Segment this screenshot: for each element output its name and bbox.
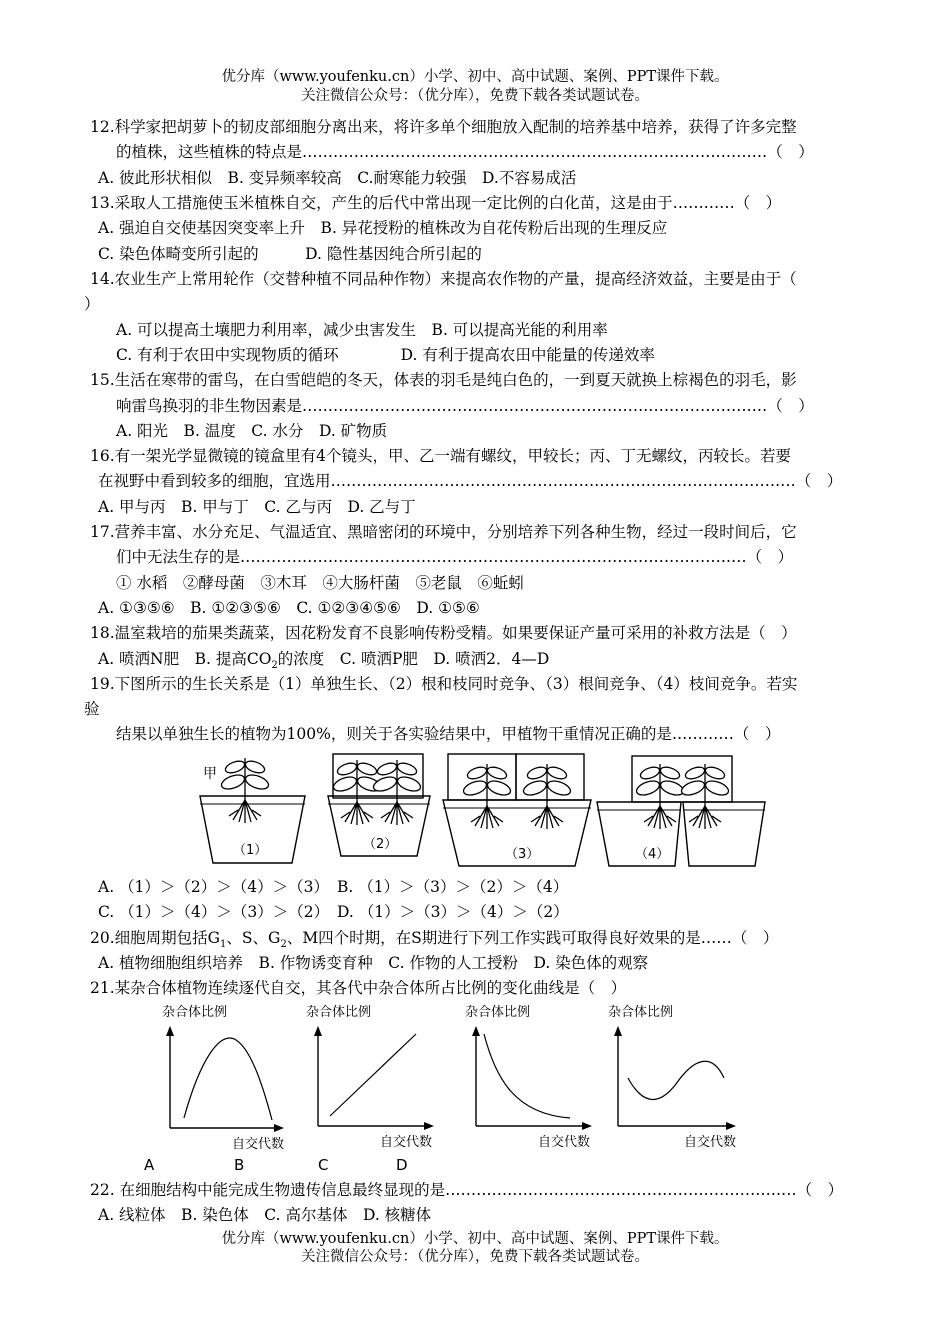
q22-options: A. 线粒体 B. 染色体 C. 高尔基体 D. 核糖体: [98, 1206, 432, 1224]
q14-options-cd: C. 有利于农田中实现物质的循环 D. 有利于提高农田中能量的传递效率: [116, 346, 655, 364]
graph-a-ylabel: 杂合体比例: [162, 1005, 228, 1020]
graph-c-xlabel: 自交代数: [538, 1135, 591, 1150]
q18-stem: 18.温室栽培的茄果类蔬菜，因花粉发育不良影响传粉受精。如果要保证产量可采用的补救方法是（ ）: [90, 624, 797, 642]
q17-stem: 17.营养丰富、水分充足、气温适宜、黑暗密闭的环境中，分别培养下列各种生物，经过一段时间后，它: [90, 523, 797, 541]
pot-label-4: （4）: [635, 847, 670, 862]
pot-label-3: （3）: [505, 847, 540, 862]
pot-2: [328, 754, 430, 856]
q17-stem-cont: 们中无法生存的是‥‥‥‥‥‥‥‥‥‥‥‥‥‥‥‥‥‥‥‥‥‥‥‥‥‥‥‥‥‥‥‥‥‥‥‥‥‥‥‥‥‥‥‥‥‥‥‥‥（ ）: [116, 548, 794, 566]
q19-stem: 19.下图所示的生长关系是（1）单独生长、（2）根和枝同时竞争、（3）根间竞争、（4）枝间竞争。若实: [90, 675, 798, 693]
pot-4: [597, 756, 765, 866]
graph-b-letter: B: [234, 1156, 245, 1174]
q15-stem: 15.生活在寒带的雷鸟，在白雪皑皑的冬天，体表的羽毛是纯白色的，一到夏天就换上棕褐色的羽毛，影: [90, 371, 797, 389]
graph-b-xlabel: 自交代数: [380, 1135, 433, 1150]
q19-figure: [195, 748, 775, 872]
page-header-line1: 优分库（www.youfenku.cn）小学、初中、高中试题、案例、PPT课件下载。: [221, 69, 729, 85]
q15-stem-cont: 响雷鸟换羽的非生物因素是‥‥‥‥‥‥‥‥‥‥‥‥‥‥‥‥‥‥‥‥‥‥‥‥‥‥‥‥‥‥‥‥‥‥‥‥‥‥‥‥‥‥‥‥‥（ ）: [116, 397, 814, 415]
q14-stem-cont: ）: [84, 295, 100, 313]
q19-option-a: A. （1）＞（2）＞（4）＞（3）: [98, 878, 329, 896]
page-footer-line2: 关注微信公众号：（优分库），免费下载各类试题试卷。: [301, 1249, 649, 1265]
q19-option-c: C. （1）＞（4）＞（3）＞（2）: [98, 903, 330, 921]
q20-options: A. 植物细胞组织培养 B. 作物诱变育种 C. 作物的人工授粉 D. 染色体的观察: [98, 954, 649, 972]
graph-a: [144, 1004, 284, 1174]
q21-stem: 21.某杂合体植物连续逐代自交，其各代中杂合体所占比例的变化曲线是（ ）: [90, 979, 627, 997]
q21-graphs: [140, 1000, 760, 1178]
q22-stem: 22. 在细胞结构中能完成生物遗传信息最终显现的是‥‥‥‥‥‥‥‥‥‥‥‥‥‥‥‥‥‥‥‥‥‥‥‥‥‥‥‥‥‥‥‥‥‥（ ）: [90, 1181, 844, 1199]
q19-option-b: B. （1）＞（3）＞（2）＞（4）: [337, 878, 569, 896]
q19-stem-cont: 验: [84, 700, 100, 718]
q16-stem: 16.有一架光学显微镜的镜盒里有4个镜头，甲、乙一端有螺纹，甲较长；丙、丁无螺纹，丙较长。若要: [90, 447, 792, 465]
plant-label-jia: 甲: [203, 766, 217, 782]
q14-stem: 14.农业生产上常用轮作（交替种植不同品种作物）来提高农作物的产量，提高经济效益，主要是由于（: [90, 270, 797, 288]
q17-items: ① 水稻 ②酵母菌 ③木耳 ④大肠杆菌 ⑤老鼠 ⑥蚯蚓: [116, 574, 524, 592]
q13-stem: 13.采取人工措施使玉米植株自交，产生的后代中常出现一定比例的白化苗，这是由于‥‥‥‥‥‥（ ）: [90, 194, 782, 212]
q12-stem-cont: 的植株，这些植株的特点是‥‥‥‥‥‥‥‥‥‥‥‥‥‥‥‥‥‥‥‥‥‥‥‥‥‥‥‥‥‥‥‥‥‥‥‥‥‥‥‥‥‥‥‥‥（ ）: [116, 143, 814, 161]
page-footer-line1: 优分库（www.youfenku.cn）小学、初中、高中试题、案例、PPT课件下载。: [221, 1231, 729, 1247]
q17-options: A. ①③⑤⑥ B. ①②③⑤⑥ C. ①②③④⑤⑥ D. ①⑤⑥: [98, 599, 480, 617]
q14-options-ab: A. 可以提高土壤肥力利用率，减少虫害发生 B. 可以提高光能的利用率: [116, 321, 608, 339]
graph-a-letter: A: [144, 1156, 155, 1174]
graph-c-letter: C: [318, 1156, 329, 1174]
q18-options: A. 喷洒N肥 B. 提高$CO_2$的浓度 C. 喷洒P肥 D. 喷洒2．4—D: [98, 650, 550, 672]
q19-stem-cont2: 结果以单独生长的植物为100%，则关于各实验结果中，甲植物干重情况正确的是‥‥‥‥‥‥（ ）: [116, 725, 781, 743]
graph-b-ylabel: 杂合体比例: [306, 1005, 372, 1020]
q19-option-d: D. （1）＞（3）＞（4）＞（2）: [337, 903, 569, 921]
graph-c-ylabel: 杂合体比例: [465, 1005, 531, 1020]
pot-1: [200, 758, 305, 863]
pot-label-1: （1）: [233, 843, 268, 858]
q16-options: A. 甲与丙 B. 甲与丁 C. 乙与丙 D. 乙与丁: [98, 498, 416, 516]
graph-d-xlabel: 自交代数: [684, 1135, 737, 1150]
q12-options: A. 彼此形状相似 B. 变异频率较高 C.耐寒能力较强 D.不容易成活: [98, 169, 577, 187]
page-header-line2: 关注微信公众号：（优分库），免费下载各类试题试卷。: [301, 88, 649, 104]
q20-stem: 20.细胞周期包括$G_1$、S、$G_2$、M四个时期，在S期进行下列工作实践可取得良好效果的是‥‥‥（ ）: [90, 929, 779, 951]
pot-3: [443, 754, 591, 866]
q12-stem: 12.科学家把胡萝卜的韧皮部细胞分离出来，将许多单个细胞放入配制的培养基中培养，获得了许多完整: [90, 118, 797, 136]
graph-d-letter: D: [396, 1156, 408, 1174]
q13-options-ab: A. 强迫自交使基因突变率上升 B. 异花授粉的植株改为自花传粉后出现的生理反应: [98, 219, 668, 237]
graph-a-xlabel: 自交代数: [232, 1137, 285, 1152]
pot-label-2: （2）: [363, 837, 398, 852]
graph-d-ylabel: 杂合体比例: [608, 1005, 674, 1020]
q13-options-cd: C. 染色体畸变所引起的 D. 隐性基因纯合所引起的: [98, 245, 482, 263]
q16-stem-cont: 在视野中看到较多的细胞，宜选用‥‥‥‥‥‥‥‥‥‥‥‥‥‥‥‥‥‥‥‥‥‥‥‥‥‥‥‥‥‥‥‥‥‥‥‥‥‥‥‥‥‥‥‥‥（ ）: [98, 472, 843, 490]
q15-options: A. 阳光 B. 温度 C. 水分 D. 矿物质: [116, 422, 388, 440]
